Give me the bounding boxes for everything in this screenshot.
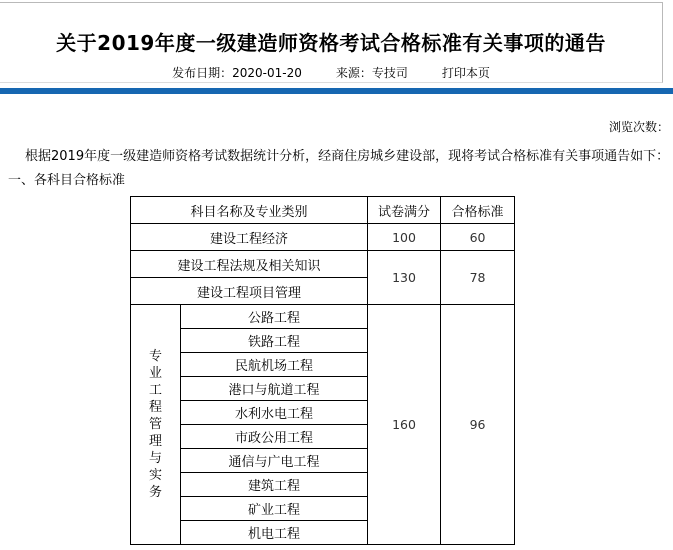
subject-cell: 建筑工程: [181, 473, 368, 497]
notice-meta: [0, 64, 662, 81]
subject-cell: 建设工程项目管理: [131, 278, 368, 305]
subject-cell: 通信与广电工程: [181, 449, 368, 473]
subject-cell: 机电工程: [181, 521, 368, 545]
subject-cell: 铁路工程: [181, 329, 368, 353]
column-header-pass-score: 合格标准: [441, 197, 515, 224]
full-score-cell: 100: [368, 224, 441, 251]
print-page-link[interactable]: 打印本页: [441, 66, 490, 80]
notice-body: [8, 146, 673, 192]
full-score-cell: 160: [368, 305, 441, 545]
subject-cell: 建设工程法规及相关知识: [131, 251, 368, 278]
section-heading: 一、各科目合格标准: [8, 173, 126, 188]
specialty-group-label: 专 业 工 程 管 理 与 实 务: [131, 305, 181, 545]
subject-cell: 港口与航道工程: [181, 377, 368, 401]
table-row: [131, 224, 515, 251]
notice-header: [0, 2, 663, 83]
pass-standards-table: [130, 196, 515, 545]
views-label: 浏览次数：: [608, 120, 669, 134]
table-row: [131, 251, 515, 278]
divider-bar: [0, 88, 673, 94]
subject-cell: 矿业工程: [181, 497, 368, 521]
column-header-subject: 科目名称及专业类别: [131, 197, 368, 224]
pass-score-cell: 78: [441, 251, 515, 305]
subject-cell: 公路工程: [181, 305, 368, 329]
publish-date: 发布日期：2020-01-20: [172, 66, 302, 80]
source: 来源：专技司: [335, 66, 408, 80]
column-header-full-score: 试卷满分: [368, 197, 441, 224]
table-row: [131, 305, 515, 329]
pass-score-cell: 60: [441, 224, 515, 251]
page-title: 关于2019年度一级建造师资格考试合格标准有关事项的通告: [56, 31, 606, 55]
pass-score-cell: 96: [441, 305, 515, 545]
table-header-row: [131, 197, 515, 224]
subject-cell: 市政公用工程: [181, 425, 368, 449]
notice-paragraph: 根据2019年度一级建造师资格考试数据统计分析，经商住房城乡建设部，现将考试合格标准有关事项通告如下：: [25, 149, 670, 164]
pass-standards-table-body: [131, 197, 515, 545]
subject-cell: 水利水电工程: [181, 401, 368, 425]
views-counter: [609, 118, 669, 135]
full-score-cell: 130: [368, 251, 441, 305]
subject-cell: 建设工程经济: [131, 224, 368, 251]
subject-cell: 民航机场工程: [181, 353, 368, 377]
